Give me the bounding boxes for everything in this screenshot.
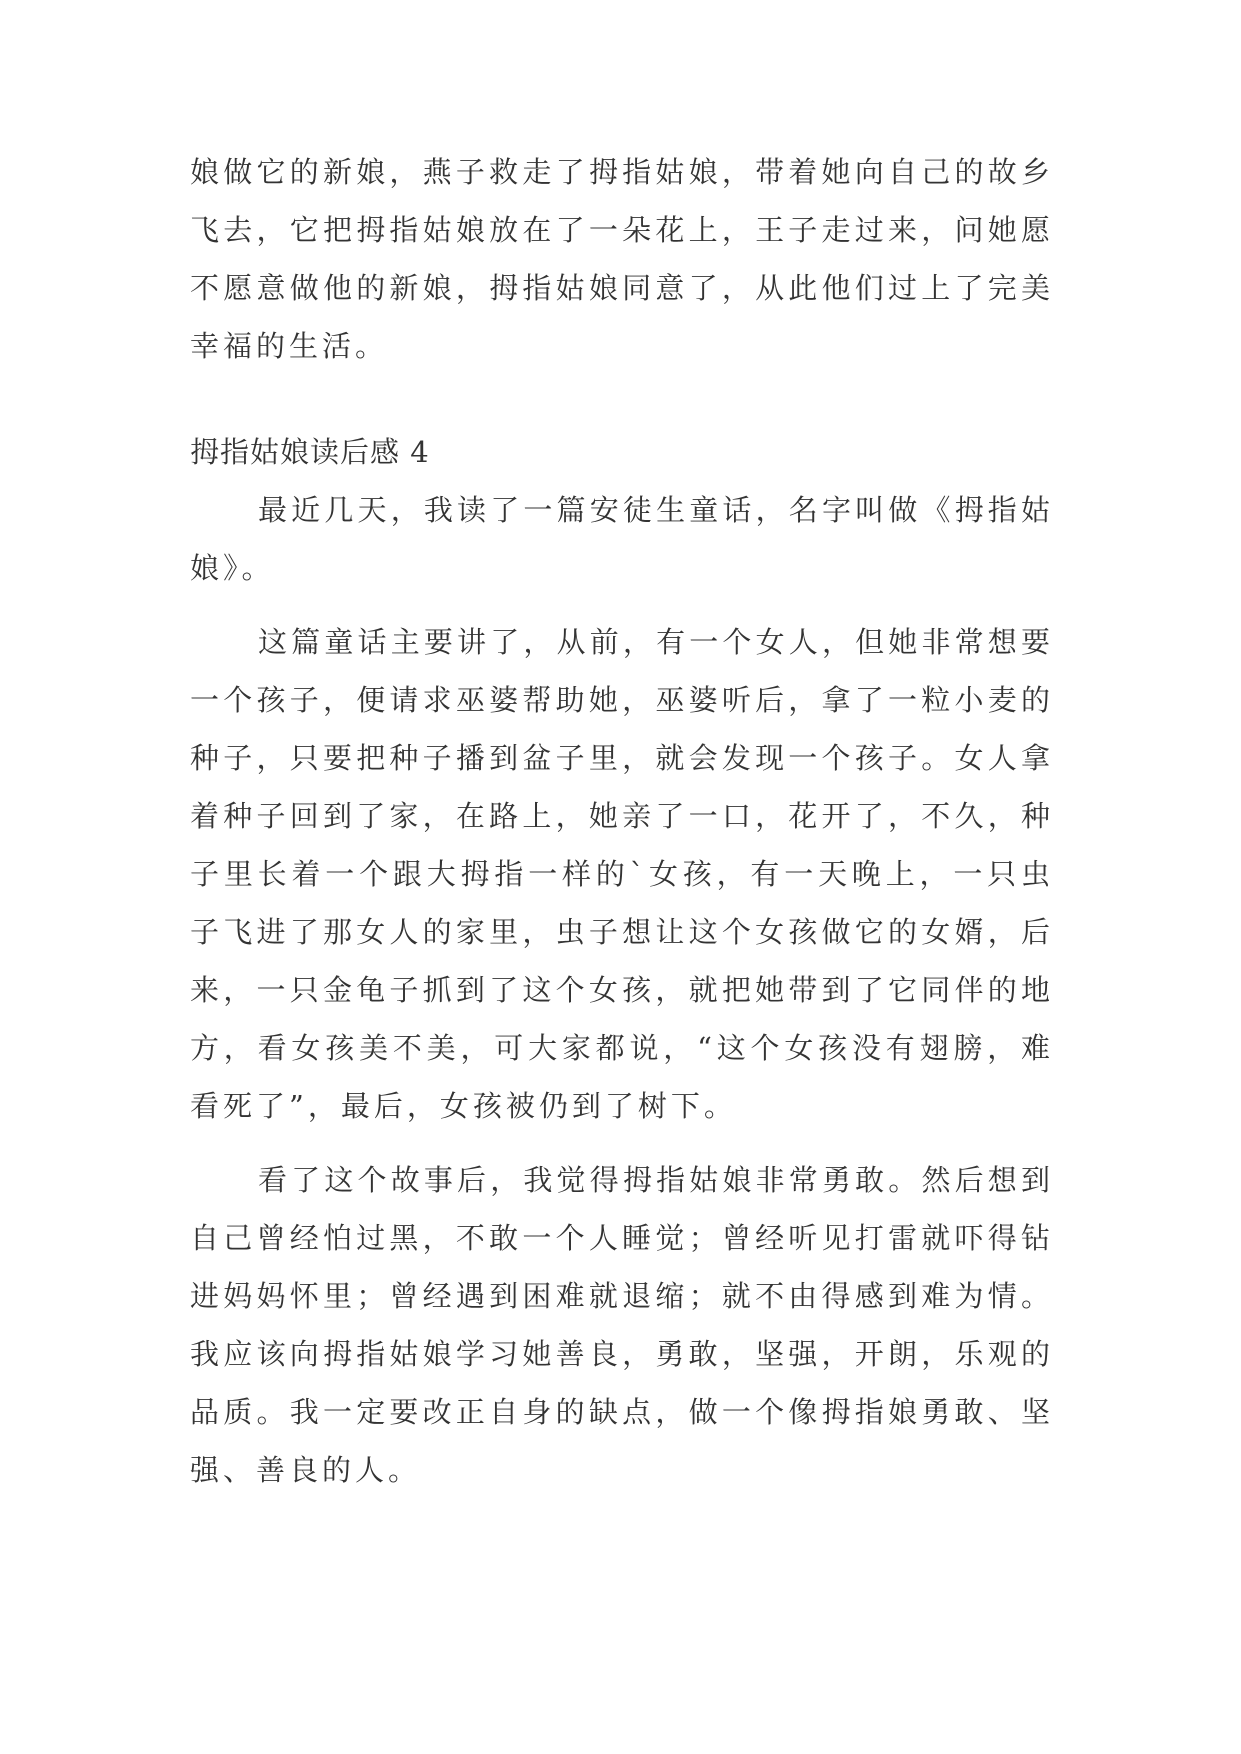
text-line: 这篇童话主要讲了，从前，有一个女人，但她非常想要: [258, 625, 1050, 659]
text-line: 我应该向拇指姑娘学习她善良，勇敢，坚强，开朗，乐观的: [190, 1337, 1050, 1371]
text-line: 着种子回到了家，在路上，她亲了一口，花开了，不久，种: [190, 799, 1050, 833]
text-line: 品质。我一定要改正自身的缺点，做一个像拇指娘勇敢、坚: [190, 1395, 1050, 1429]
text-line: 最近几天，我读了一篇安徒生童话，名字叫做《拇指姑: [258, 493, 1050, 527]
text-line: 自己曾经怕过黑，不敢一个人睡觉；曾经听见打雷就吓得钻: [190, 1221, 1050, 1255]
text-line: 不愿意做他的新娘，拇指姑娘同意了，从此他们过上了完美: [190, 271, 1050, 305]
text-line: 种子，只要把种子播到盆子里，就会发现一个孩子。女人拿: [190, 741, 1050, 775]
text-line: 幸福的生活。: [190, 329, 389, 363]
text-line: 进妈妈怀里；曾经遇到困难就退缩；就不由得感到难为情。: [190, 1279, 1050, 1313]
text-line: 一个孩子，便请求巫婆帮助她，巫婆听后，拿了一粒小麦的: [190, 683, 1050, 717]
text-line: 子里长着一个跟大拇指一样的`女孩，有一天晚上，一只虫: [190, 857, 1050, 891]
text-line: 娘》。: [190, 551, 275, 585]
text-line: 来，一只金龟子抓到了这个女孩，就把她带到了它同伴的地: [190, 973, 1050, 1007]
text-line: 子飞进了那女人的家里，虫子想让这个女孩做它的女婿，后: [190, 915, 1050, 949]
text-line: 方，看女孩美不美，可大家都说，“这个女孩没有翅膀，难: [190, 1031, 1050, 1065]
section-heading: 拇指姑娘读后感 4: [190, 435, 430, 469]
text-line: 强、善良的人。: [190, 1453, 422, 1487]
text-line: 看死了”，最后，女孩被仍到了树下。: [190, 1089, 737, 1123]
text-line: 看了这个故事后，我觉得拇指姑娘非常勇敢。然后想到: [258, 1163, 1050, 1197]
text-line: 飞去，它把拇指姑娘放在了一朵花上，王子走过来，问她愿: [190, 213, 1050, 247]
text-line: 娘做它的新娘，燕子救走了拇指姑娘，带着她向自己的故乡: [190, 155, 1050, 189]
